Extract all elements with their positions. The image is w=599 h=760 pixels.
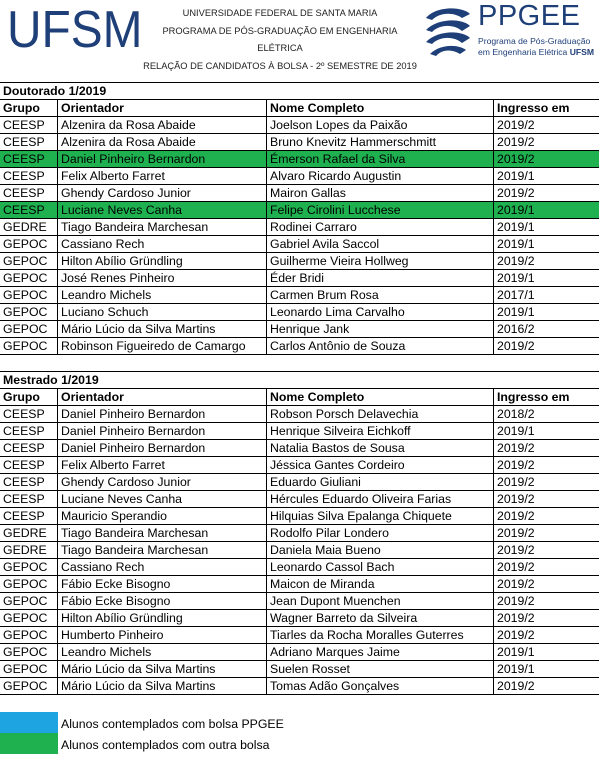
orientador-cell: Luciane Neves Canha [58,491,267,507]
table-row [0,236,599,253]
table-row [0,219,599,236]
ingresso-cell: 2019/2 [497,594,535,608]
ingresso-cell: 2019/2 [497,543,535,557]
orientador-cell: Tiago Bandeira Marchesan [58,542,267,558]
ingresso-cell: 2019/2 [497,611,535,625]
orientador-cell: Luciano Schuch [58,304,267,320]
table-row [0,559,599,576]
nome-cell: Hilquias Silva Epalanga Chiquete [267,508,494,524]
ingresso-cell: 2019/2 [497,628,535,642]
table-row [0,202,599,219]
nome-cell: Henrique Silveira Eichkoff [267,423,494,439]
nome-cell: Tomas Adão Gonçalves [267,678,494,694]
grupo-cell: GEPOC [0,287,58,303]
header-text [140,5,420,75]
ingresso-cell: 2019/1 [497,645,535,659]
table-row [0,508,599,525]
nome-cell: Leonardo Cassol Bach [267,559,494,575]
table-row [0,491,599,508]
nome-cell: Gabriel Avila Saccol [267,236,494,252]
ingresso-cell: 2019/1 [497,305,535,319]
table-row [0,117,599,134]
nome-cell: Felipe Cirolini Lucchese [267,202,494,218]
ingresso-cell: 2019/2 [497,475,535,489]
grupo-cell: CEESP [0,151,58,167]
orientador-cell: Hilton Abílio Gründling [58,610,267,626]
table-row [0,270,599,287]
ingresso-cell: 2019/1 [497,203,535,217]
grupo-cell: CEESP [0,117,58,133]
header-row [0,100,599,117]
grupo-cell: GEPOC [0,338,58,354]
orientador-cell: Robinson Figueiredo de Camargo [58,338,267,354]
table-row [0,610,599,627]
orientador-cell: Mauricio Sperandio [58,508,267,524]
grupo-cell: GEPOC [0,610,58,626]
orientador-cell: Daniel Pinheiro Bernardon [58,151,267,167]
ingresso-cell: 2019/2 [497,679,535,693]
orientador-cell: Cassiano Rech [58,559,267,575]
table-row [0,338,599,355]
grupo-cell: GEPOC [0,644,58,660]
table-row [0,185,599,202]
ingresso-cell: 2019/2 [497,526,535,540]
table-row [0,440,599,457]
orientador-cell: Alzenira da Rosa Abaide [58,117,267,133]
grupo-cell: CEESP [0,491,58,507]
table-row [0,423,599,440]
table-row [0,304,599,321]
candidates-sheet [0,66,599,695]
nome-cell: Natalia Bastos de Sousa [267,440,494,456]
ingresso-cell: 2018/2 [497,407,535,421]
table-row [0,474,599,491]
legend [0,712,599,754]
nome-cell: Guilherme Vieira Hollweg [267,253,494,269]
grupo-cell: GEPOC [0,593,58,609]
nome-cell: Carmen Brum Rosa [267,287,494,303]
orientador-cell: Fábio Ecke Bisogno [58,593,267,609]
ppgee-subtitle [478,36,594,57]
university-name: UNIVERSIDADE FEDERAL DE SANTA MARIA [182,8,378,18]
ppgee-subtitle-line1: Programa de Pós-Graduação [478,36,591,46]
header-row [0,389,599,406]
nome-cell: Jean Dupont Muenchen [267,593,494,609]
grupo-cell: CEESP [0,457,58,473]
orientador-cell: Daniel Pinheiro Bernardon [58,440,267,456]
column-header: Grupo [0,389,58,405]
grupo-cell: GEPOC [0,253,58,269]
table-row [0,644,599,661]
orientador-cell: Daniel Pinheiro Bernardon [58,423,267,439]
ingresso-cell: 2019/1 [497,424,535,438]
nome-cell: Rodinei Carraro [267,219,494,235]
nome-cell: Hércules Eduardo Oliveira Farias [267,491,494,507]
ingresso-cell: 2019/2 [497,441,535,455]
program-name: PROGRAMA DE PÓS-GRADUAÇÃO EM ENGENHARIA ELÉTRICA [162,25,398,53]
table-row [0,593,599,610]
ppgee-title: PPGEE [478,0,581,32]
nome-cell: Joelson Lopes da Paixão [267,117,494,133]
table-row [0,406,599,423]
grupo-cell: GEDRE [0,542,58,558]
ingresso-cell: 2019/2 [497,577,535,591]
nome-cell: Carlos Antônio de Souza [267,338,494,354]
nome-cell: Bruno Knevitz Hammerschmitt [267,134,494,150]
grupo-cell: GEPOC [0,236,58,252]
ingresso-cell: 2019/1 [497,169,535,183]
table-row [0,678,599,695]
grupo-cell: CEESP [0,168,58,184]
ingresso-cell: 2019/2 [497,509,535,523]
ppgee-emblem-icon [422,4,474,62]
table-row [0,168,599,185]
legend-label: Alunos contemplados com bolsa PPGEE [61,717,284,731]
orientador-cell: Luciane Neves Canha [58,202,267,218]
orientador-cell: Cassiano Rech [58,236,267,252]
grupo-cell: CEESP [0,202,58,218]
ingresso-cell: 2019/2 [497,118,535,132]
nome-cell: Eduardo Giuliani [267,474,494,490]
grupo-cell: GEPOC [0,270,58,286]
nome-cell: Henrique Jank [267,321,494,337]
table-row [0,151,599,168]
orientador-cell: Humberto Pinheiro [58,627,267,643]
table-row [0,525,599,542]
document-header [0,0,599,71]
column-header: Grupo [0,100,58,116]
nome-cell: Daniela Maia Bueno [267,542,494,558]
orientador-cell: Felix Alberto Farret [58,457,267,473]
grupo-cell: GEPOC [0,559,58,575]
table-row [0,542,599,559]
legend-item [0,712,599,733]
orientador-cell: Leandro Michels [58,644,267,660]
ingresso-cell: 2019/2 [497,135,535,149]
orientador-cell: José Renes Pinheiro [58,270,267,286]
nome-cell: Tiarles da Rocha Moralles Guterres [267,627,494,643]
orientador-cell: Mário Lúcio da Silva Martins [58,678,267,694]
grupo-cell: CEESP [0,185,58,201]
column-header: Orientador [58,100,267,116]
column-header: Ingresso em [497,390,570,404]
nome-cell: Maicon de Miranda [267,576,494,592]
ingresso-cell: 2019/1 [497,237,535,251]
table-row [0,134,599,151]
column-header: Nome Completo [267,389,494,405]
ingresso-cell: 2019/1 [497,662,535,676]
nome-cell: Adriano Marques Jaime [267,644,494,660]
ingresso-cell: 2019/2 [497,492,535,506]
grupo-cell: CEESP [0,440,58,456]
legend-swatch [0,712,58,733]
nome-cell: Jéssica Gantes Cordeiro [267,457,494,473]
orientador-cell: Fábio Ecke Bisogno [58,576,267,592]
nome-cell: Robson Porsch Delavechia [267,406,494,422]
table-row [0,576,599,593]
column-header: Orientador [58,389,267,405]
ingresso-cell: 2016/2 [497,322,535,336]
orientador-cell: Ghendy Cardoso Junior [58,185,267,201]
orientador-cell: Leandro Michels [58,287,267,303]
nome-cell: Éder Bridi [267,270,494,286]
grupo-cell: CEESP [0,423,58,439]
orientador-cell: Tiago Bandeira Marchesan [58,525,267,541]
nome-cell: Alvaro Ricardo Augustin [267,168,494,184]
grupo-cell: GEPOC [0,678,58,694]
nome-cell: Émerson Rafael da Silva [267,151,494,167]
spacer-row [0,355,599,372]
grupo-cell: GEDRE [0,219,58,235]
table-row [0,457,599,474]
nome-cell: Mairon Gallas [267,185,494,201]
ingresso-cell: 2019/1 [497,220,535,234]
legend-label: Alunos contemplados com outra bolsa [61,738,270,752]
grupo-cell: CEESP [0,134,58,150]
nome-cell: Wagner Barreto da Silveira [267,610,494,626]
column-header: Ingresso em [497,101,570,115]
legend-item [0,733,599,754]
nome-cell: Suelen Rosset [267,661,494,677]
ingresso-cell: 2019/2 [497,152,535,166]
table-row [0,287,599,304]
nome-cell: Leonardo Lima Carvalho [267,304,494,320]
orientador-cell: Ghendy Cardoso Junior [58,474,267,490]
nome-cell: Rodolfo Pilar Londero [267,525,494,541]
orientador-cell: Mário Lúcio da Silva Martins [58,321,267,337]
ingresso-cell: 2019/2 [497,254,535,268]
ingresso-cell: 2017/1 [497,288,535,302]
table-row [0,627,599,644]
orientador-cell: Mário Lúcio da Silva Martins [58,661,267,677]
grupo-cell: GEPOC [0,627,58,643]
grupo-cell: GEPOC [0,304,58,320]
ppgee-subtitle-line2: em Engenharia Elétrica [478,46,568,57]
grupo-cell: CEESP [0,508,58,524]
grupo-cell: GEPOC [0,321,58,337]
orientador-cell: Felix Alberto Farret [58,168,267,184]
ingresso-cell: 2019/1 [497,271,535,285]
orientador-cell: Daniel Pinheiro Bernardon [58,406,267,422]
grupo-cell: GEDRE [0,525,58,541]
table-row [0,321,599,338]
table-row [0,661,599,678]
ingresso-cell: 2019/2 [497,186,535,200]
document-title: RELAÇÃO DE CANDIDATOS À BOLSA - 2º SEMESTRE DE 2019 [143,60,417,71]
column-header: Nome Completo [267,100,494,116]
grupo-cell: CEESP [0,406,58,422]
ppgee-logo [422,2,594,64]
ingresso-cell: 2019/2 [497,339,535,353]
legend-swatch [0,733,58,754]
ingresso-cell: 2019/2 [497,560,535,574]
section-title: Doutorado 1/2019 [0,83,599,100]
orientador-cell: Alzenira da Rosa Abaide [58,134,267,150]
spacer-row [0,66,599,83]
orientador-cell: Tiago Bandeira Marchesan [58,219,267,235]
grupo-cell: GEPOC [0,576,58,592]
ufsm-logo: UFSM [7,1,143,59]
ingresso-cell: 2019/2 [497,458,535,472]
ppgee-subtitle-ufsm: UFSM [569,46,595,57]
grupo-cell: CEESP [0,474,58,490]
table-row [0,253,599,270]
grupo-cell: GEPOC [0,661,58,677]
orientador-cell: Hilton Abílio Gründling [58,253,267,269]
section-title: Mestrado 1/2019 [0,372,599,389]
